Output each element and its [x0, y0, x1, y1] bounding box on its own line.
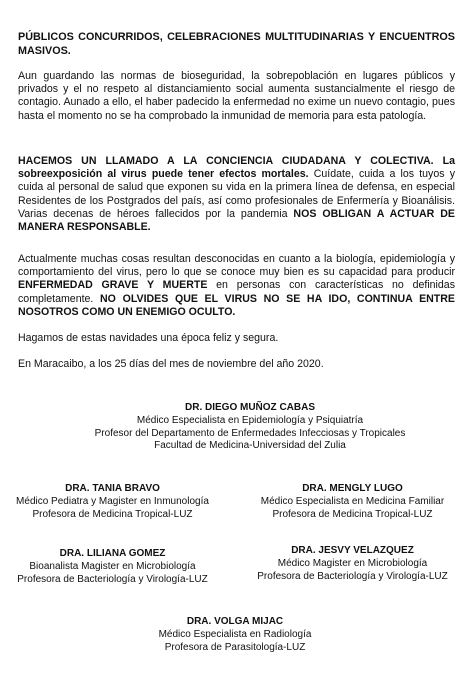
signatory-title-line: Profesora de Bacteriología y Virología-LUZ [17, 573, 208, 585]
paragraph-3-bold-2: NO OLVIDES QUE EL VIRUS NO SE HA IDO, CONTINUA ENTRE NOSOTROS COMO UN ENEMIGO OCULTO. [18, 292, 455, 318]
paragraph-3-bold-1: ENFERMEDAD GRAVE Y MUERTE [18, 279, 208, 292]
paragraph-4-block [18, 332, 455, 345]
signatory-name: DRA. MENGLY LUGO [302, 483, 403, 494]
signatory-title-line: Médico Pediatra y Magister en Inmunología [16, 495, 209, 507]
paragraph-3 [18, 253, 455, 319]
signatory-title-line: Profesora de Medicina Tropical-LUZ [272, 508, 433, 520]
signatory-title-line: Profesora de Bacteriología y Virología-LUZ [257, 570, 448, 582]
intro-heading-block [18, 30, 455, 58]
signature-block-3 [245, 483, 460, 521]
paragraph-4: Hagamos de estas navidades una época feliz y segura. [18, 332, 279, 344]
signature-block-1 [60, 402, 440, 453]
signatory-name: DR. DIEGO MUÑOZ CABAS [185, 402, 315, 413]
signatory-title-line: Bioanalista Magister en Microbiología [29, 560, 196, 572]
signatory-title-line: Profesora de Medicina Tropical-LUZ [32, 508, 193, 520]
signatory-title-line: Médico Especialista en Radiología [158, 628, 312, 640]
paragraph-2-bold-1: HACEMOS UN LLAMADO A LA CONCIENCIA CIUDADANA Y COLECTIVA. La sobreexposición al virus puede tener efectos mortales. [18, 155, 455, 181]
paragraph-3-text-1: Actualmente muchas cosas resultan desconocidas en cuanto a la biología, epidemiología y comportamiento del virus, pero lo que se conoce muy bien es su capacidad para producir [18, 253, 455, 279]
signatory-title-line: Médico Especialista en Medicina Familiar [260, 495, 445, 507]
signatory-title-line: Profesora de Parasitología-LUZ [164, 641, 306, 653]
signatory-name: DRA. LILIANA GOMEZ [59, 548, 166, 559]
signatory-title-line: Facultad de Medicina-Universidad del Zulia [154, 440, 346, 452]
paragraph-1-block [18, 70, 455, 123]
signature-block-5 [245, 545, 460, 583]
signatory-name: DRA. JESVY VELAZQUEZ [291, 545, 414, 556]
signature-block-6 [115, 616, 355, 654]
signatory-title-line: Profesor del Departamento de Enfermedades Infecciosas y Tropicales [94, 427, 406, 439]
paragraph-1: Aun guardando las normas de bioseguridad, la sobrepoblación en lugares públicos y privados y el no respeto al distanciamiento social aumenta sustancialmente el riesgo de contagio. Aunado a ello, el haber padecido la enfermedad no exime un nuevo contagio, pues hasta el momento no se ha comprobado la inmunidad de memoria para esta patología. [18, 70, 455, 122]
signatory-title-line: Médico Especialista en Epidemiología y Psiquiatría [136, 414, 364, 426]
paragraph-3-block [18, 253, 455, 319]
intro-heading: PÚBLICOS CONCURRIDOS, CELEBRACIONES MULTITUDINARIAS Y ENCUENTROS MASIVOS. [18, 31, 455, 57]
place-date-block [18, 358, 455, 371]
paragraph-2-bold-2: NOS OBLIGAN A ACTUAR DE MANERA RESPONSABLE. [18, 207, 455, 234]
signatory-name: DRA. VOLGA MIJAC [186, 616, 284, 627]
paragraph-2-block [18, 155, 455, 234]
paragraph-2 [18, 155, 455, 234]
signatory-name: DRA. TANIA BRAVO [65, 483, 160, 494]
signature-block-2 [5, 483, 220, 521]
paragraph-2-text-1: Cuídate, cuida a los tuyos y cuida al personal de salud que exponen su vida en la primera línea de defensa, en especial Residentes de los Postgrados del país, así como profesionales de Enfermería y Bioanálisis. Varias decenas de héroes fallecidos por la pandemia [18, 168, 455, 220]
signature-block-4 [5, 548, 220, 586]
signatory-title-line: Médico Magister en Microbiología [277, 557, 428, 569]
place-date: En Maracaibo, a los 25 días del mes de noviembre del año 2020. [18, 358, 324, 370]
paragraph-3-text-2: en personas con características no definidas completamente. [18, 279, 455, 305]
